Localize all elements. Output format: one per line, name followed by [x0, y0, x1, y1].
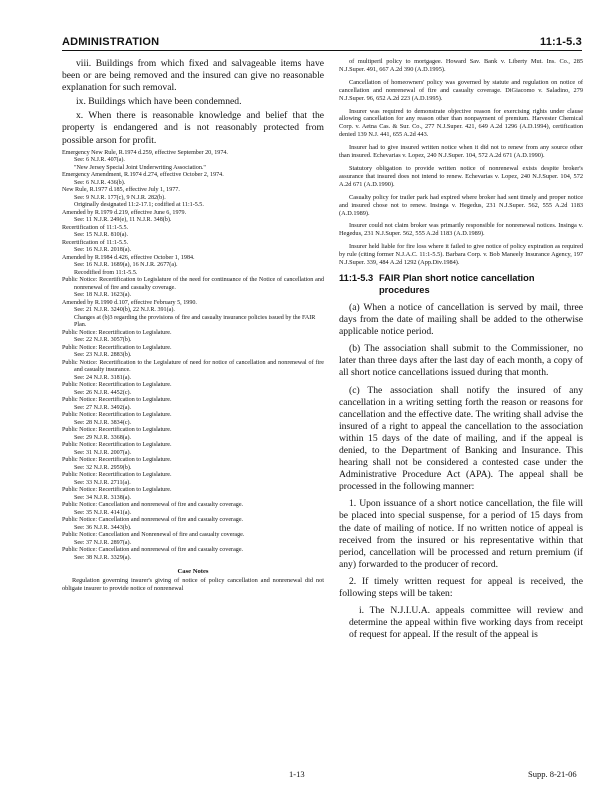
- supplement-date: Supp. 8-21-06: [528, 769, 577, 779]
- history-line: Public Notice: Cancellation and nonrenewal of fire and casualty coverage.: [62, 547, 244, 554]
- subparagraph-1: 1. Upon issuance of a short notice cancellation, the file will be placed into special suspense, for a period of 15 days from the date of mailing of notice. If no written notice of appeal is received from the insured or his representative within that period, cancellation will be processed and return premium (if any) forwarded to the producer of record.: [339, 498, 583, 570]
- history-line: See: 35 N.J.R. 4141(a).: [74, 509, 132, 516]
- case-note: Insurer held liable for fire loss where it failed to give notice of policy expiration as required by rule (citing former N.J.A.C. 11:1-5.5). Barbara Corp. v. Bob Maneely Insurance Agency, 197 N.J.Super. 339, 484 A.2d 1292 (App.Div.1984).: [339, 243, 583, 267]
- page-number: 1-13: [289, 769, 305, 779]
- paragraph-b: (b) The association shall submit to the Commissioner, no later than three days after the last day of each month, a copy of all short notice cancellations issued during that month.: [339, 343, 583, 379]
- history-line: See: 38 N.J.R. 3329(a).: [74, 554, 132, 561]
- history-line: Public Notice: Recertification to Legislature.: [62, 487, 172, 494]
- section-heading: [339, 272, 583, 296]
- history-line: Amended by R.1990 d.107, effective February 5, 1990.: [62, 299, 197, 306]
- history-line: See: 9 N.J.R. 177(c), 9 N.J.R. 282(b).: [74, 194, 166, 201]
- history-line: Public Notice: Cancellation and nonrenewal of fire and casualty coverage.: [62, 502, 244, 509]
- history-line: Originally designated 11:2-17.1; codified at 11:1-5.5.: [74, 202, 204, 209]
- history-line: See: 27 N.J.R. 3492(a).: [74, 404, 132, 411]
- history-line: Emergency New Rule, R.1974 d.259, effective September 20, 1974.: [62, 149, 228, 156]
- history-line: "New Jersey Special Joint Underwriting Association.": [74, 164, 206, 171]
- history-line: See: 26 N.J.R. 4452(c).: [74, 389, 132, 396]
- item-x: x. When there is reasonable knowledge and belief that the property is endangered and is not reasonably protected from possible arson for profit.: [62, 110, 325, 146]
- history-line: Public Notice: Recertification to Legislature.: [62, 442, 172, 449]
- history-line: See: 22 N.J.R. 3057(b).: [74, 337, 132, 344]
- case-note: Insurer could not claim broker was primarily responsible for nonrenewal notices. Insinga v. Hegedus, 231 N.J.Super. 562, 555 A.2d 1183 (A.D.1989).: [339, 222, 583, 238]
- subparagraph-i: i. The N.J.I.U.A. appeals committee will review and determine the appeal within five working days from receipt of request for appeal. If the result of the appeal is: [349, 605, 583, 641]
- running-header: [62, 36, 582, 51]
- section-number: 11:1-5.3: [339, 272, 374, 283]
- section-title: FAIR Plan short notice cancellation procedures: [379, 272, 535, 295]
- history-line: Recertification of 11:1-5.5.: [62, 239, 129, 246]
- history-line: See: 37 N.J.R. 2897(a).: [74, 539, 132, 546]
- history-line: Public Notice: Recertification to Legislature.: [62, 412, 172, 419]
- case-note: Casualty policy for trailer park had expired where broker had sent timely and proper notice and insured chose not to renew. Insinga v. Hegedus, 231 N.J.Super. 562, 555 A.2d 1183 (A.D.1989).: [339, 193, 583, 217]
- case-note: Insurer had to give insured written notice when it did not to renew from any source other than insured. Echevarias v. Lopez, 240 N.J.Super. 104, 572 A.2d 671 (A.D.1990).: [339, 144, 583, 160]
- case-note-text: Regulation governing insurer's giving of notice of policy cancellation and nonrenewal did not obligate insurer to provide notice of nonrenewal: [62, 577, 324, 593]
- history-line: Amended by R.1979 d.219, effective June 6, 1979.: [62, 209, 187, 216]
- rule-history: [62, 150, 324, 563]
- history-line: Public Notice: Recertification to the Legislature of need for notice of cancellation and nonrenewal of fire and casualty insurance.: [62, 359, 324, 374]
- history-line: See: 34 N.J.R. 3138(a).: [74, 494, 132, 501]
- case-notes-continued: [339, 58, 583, 267]
- history-line: See: 33 N.J.R. 2711(a).: [74, 479, 131, 486]
- history-line: Recertification of 11:1-5.5.: [62, 224, 129, 231]
- history-line: Public Notice: Recertification to Legislature.: [62, 472, 172, 479]
- case-note: Cancellation of homeowners' policy was governed by statute and regulation on notice of cancellation and nonrenewal of fire and casualty coverage. DiGiacomo v. Saladino, 279 N.J.Super. 96, 652 A.2d 223 (A.D.1995).: [339, 78, 583, 102]
- history-line: New Rule, R.1977 d.185, effective July 1, 1977.: [62, 187, 180, 194]
- history-line: Public Notice: Recertification to Legislature.: [62, 329, 172, 336]
- history-line: See: 11 N.J.R. 249(e), 11 N.J.R. 348(b).: [74, 217, 172, 224]
- history-line: See: 32 N.J.R. 2959(b).: [74, 464, 132, 471]
- left-column: [62, 58, 324, 598]
- history-line: Public Notice: Recertification to Legislature.: [62, 397, 172, 404]
- numbered-items: [62, 58, 324, 147]
- history-line: See: 24 N.J.R. 3181(a).: [74, 374, 132, 381]
- case-note: [62, 577, 324, 593]
- history-line: Public Notice: Recertification to Legislature.: [62, 427, 172, 434]
- paragraph-c: (c) The association shall notify the insured of any cancellation in a writing setting forth the reason or reasons for cancellation and the effective date. The writing shall advise the insured of a right to appeal the cancellation to the association within 15 days of the date of mailing, and if the appeal is denied, to the Department of Banking and Insurance. This hearing shall not be considered a contested case under the Administrative Procedure Act (APA). The appeal shall be processed in the following manner:: [339, 384, 583, 493]
- paragraph-a: (a) When a notice of cancellation is served by mail, three days from the date of mailing shall be added to the otherwise applicable notice period.: [339, 301, 583, 338]
- item-ix: ix. Buildings which have been condemned.: [76, 96, 242, 108]
- history-line: Public Notice: Recertification to Legislature of the need for continuance of the Notice of cancellation and nonrenewal of fire and casualty coverage.: [62, 277, 324, 291]
- history-line: See: 23 N.J.R. 2883(b).: [74, 352, 132, 359]
- history-line: Public Notice: Cancellation and Nonrenewal of fire and casualty coverage.: [62, 532, 245, 539]
- history-line: See: 31 N.J.R. 2007(a).: [74, 449, 132, 456]
- history-line: Public Notice: Recertification to Legislature.: [62, 382, 172, 389]
- item-viii: viii. Buildings from which fixed and salvageable items have been or are being removed and the insured can give no reasonable explanation for such removal.: [62, 58, 325, 94]
- case-note: Statutory obligation to provide written notice of nonrenewal exists despite broker's assurance that insured does not intend to renew. Echevarias v. Lopez, 240 N.J.Super. 104, 572 A.2d 671 (A.D.1990).: [339, 164, 583, 188]
- header-title: ADMINISTRATION: [62, 36, 160, 48]
- history-line: See: 16 N.J.R. 2018(a).: [74, 247, 132, 254]
- history-line: Recodified from 11:1-5.5.: [74, 269, 138, 276]
- history-line: Changes at (b)3 regarding the provisions of fire and casualty insurance policies issued by the FAIR Plan.: [74, 314, 316, 329]
- history-line: Public Notice: Recertification to Legislature.: [62, 344, 172, 351]
- subparagraph-2: 2. If timely written request for appeal is received, the following steps will be taken:: [339, 575, 583, 599]
- history-line: Public Notice: Cancellation and nonrenewal of fire and casualty coverage.: [62, 517, 244, 524]
- case-note: Insurer was required to demonstrate objective reason for exercising rights under clause allowing cancellation for any reason other than nonpayment of premium. Harvester Chemical Corp. v. Aetna Cas. & Sur. Co., 277 N.J.Super. 421, 649 A.2d 1296 (A.D.1994), certification denied 139 N.J. 441, 655 A.2d 443.: [339, 107, 583, 139]
- history-line: See: 15 N.J.R. 810(a).: [74, 232, 128, 239]
- history-line: Amended by R.1984 d.426, effective October 1, 1984.: [62, 254, 195, 261]
- header-section-number: 11:1-5.3: [540, 36, 582, 48]
- history-line: See: 28 N.J.R. 3834(c).: [74, 419, 132, 426]
- history-line: See: 29 N.J.R. 3368(a).: [74, 434, 132, 441]
- history-line: Emergency Amendment, R.1974 d.274, effective October 2, 1974.: [62, 172, 224, 179]
- section-body: [339, 302, 583, 641]
- history-line: See: 16 N.J.R. 1689(a), 16 N.J.R. 2677(a).: [74, 262, 178, 269]
- history-line: See: 21 N.J.R. 3240(b), 22 N.J.R. 391(a).: [74, 307, 175, 314]
- history-line: See: 6 N.J.R. 436(b).: [74, 179, 126, 186]
- right-column: [339, 58, 583, 645]
- history-line: See: 36 N.J.R. 3443(b).: [74, 524, 132, 531]
- case-notes-heading: Case Notes: [177, 568, 209, 576]
- case-note: of multiperil policy to mortgagee. Howard Sav. Bank v. Liberty Mut. Ins. Co., 285 N.J.Super. 491, 667 A.2d 390 (A.D.1995).: [339, 58, 583, 73]
- history-line: See: 6 N.J.R. 407(a).: [74, 157, 125, 164]
- history-line: See: 18 N.J.R. 1623(a).: [74, 292, 132, 299]
- history-line: Public Notice: Recertification to Legislature.: [62, 457, 172, 464]
